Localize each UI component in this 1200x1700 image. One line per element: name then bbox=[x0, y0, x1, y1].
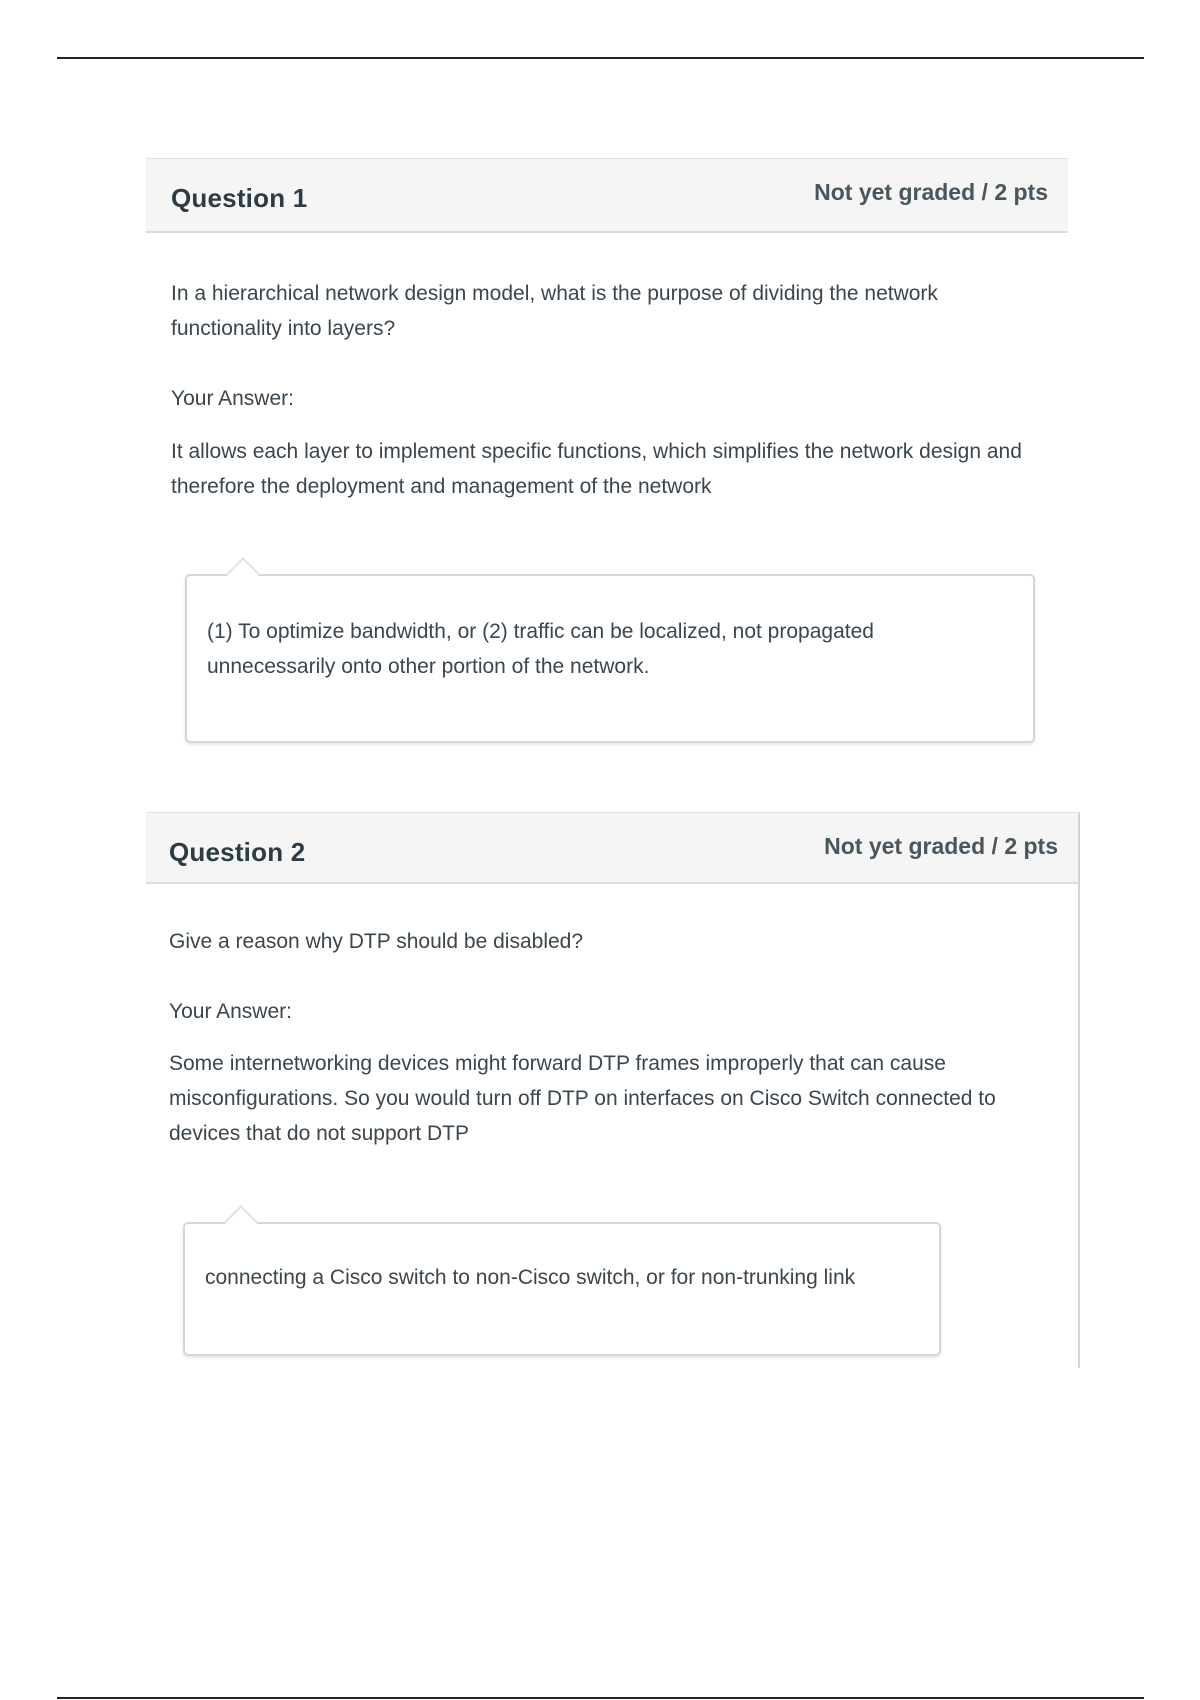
answer-label: Your Answer: bbox=[171, 387, 294, 410]
student-answer: Some internetworking devices might forward DTP frames improperly that can cause misconfigurations. So you would turn off DTP on interfaces on Cisco Switch connected to devices that do not support DTP bbox=[169, 1052, 996, 1145]
question-title: Question 2 bbox=[169, 837, 306, 867]
grader-comment bbox=[183, 1222, 941, 1356]
question-prompt: In a hierarchical network design model, what is the purpose of dividing the network functionality into layers? bbox=[171, 282, 938, 340]
question-header bbox=[146, 812, 1078, 884]
question-prompt: Give a reason why DTP should be disabled? bbox=[169, 930, 584, 953]
grader-comment-text: (1) To optimize bandwidth, or (2) traffic can be localized, not propagated unnecessarily onto other portion of the network. bbox=[207, 620, 874, 678]
grader-comment-text: connecting a Cisco switch to non-Cisco switch, or for non-trunking link bbox=[205, 1266, 856, 1289]
question-title: Question 1 bbox=[171, 183, 308, 213]
student-answer: It allows each layer to implement specific functions, which simplifies the network design and therefore the deployment and management of the network bbox=[171, 440, 1022, 498]
question-2 bbox=[146, 812, 1080, 1368]
grader-comment bbox=[185, 574, 1035, 743]
question-header bbox=[146, 158, 1068, 233]
question-1 bbox=[146, 158, 1068, 744]
page-bottom-rule bbox=[57, 1697, 1144, 1699]
question-points: Not yet graded / 2 pts bbox=[814, 179, 1048, 205]
page-top-rule bbox=[57, 57, 1144, 59]
question-points: Not yet graded / 2 pts bbox=[824, 833, 1058, 859]
answer-label: Your Answer: bbox=[169, 1000, 292, 1023]
